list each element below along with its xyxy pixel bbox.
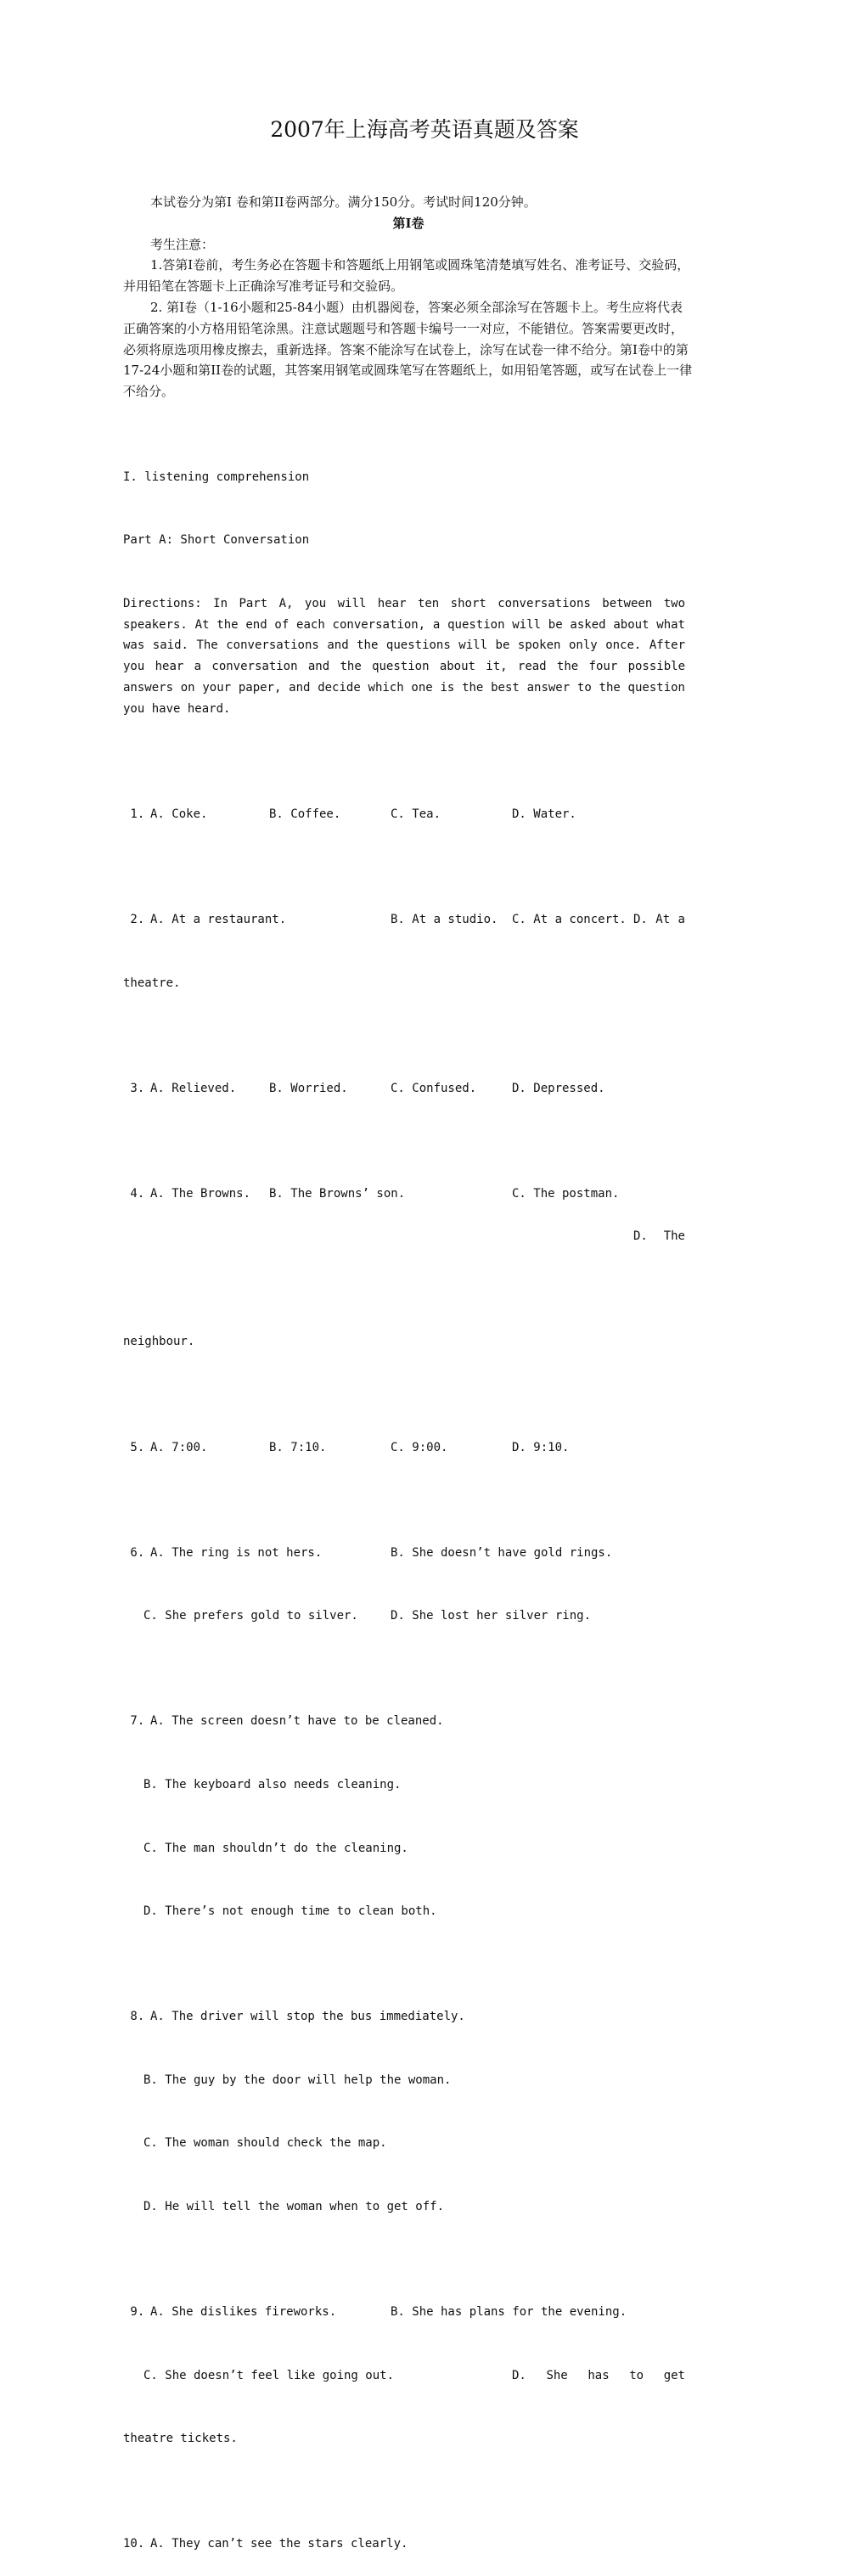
question-number: 8. (123, 2010, 152, 2024)
option-d-word: to (629, 2368, 644, 2382)
intro-text: 本试卷分为第I 卷和第II卷两部分。满分150分。考试时间120分钟。 (150, 194, 537, 210)
option-d (512, 2365, 685, 2387)
section-heading: 第I卷 (392, 215, 424, 231)
option-b: B. She has plans for the evening. (391, 2305, 627, 2320)
option-b: B. The Browns’ son. (269, 1187, 406, 1201)
question-6-row-2 (123, 1606, 685, 1627)
option-c: C. 9:00. (391, 1440, 448, 1454)
question-number: 4. (123, 1187, 152, 1201)
option-d: D. 9:10. (512, 1440, 570, 1454)
option-c: C. The man shouldn’t do the cleaning. (143, 1841, 408, 1855)
option-d: D. At a (633, 913, 685, 927)
option-a: A. She dislikes fireworks. (150, 2305, 337, 2320)
option-a: A. The screen doesn’t have to be cleaned. (150, 1714, 444, 1729)
option-b: B. The guy by the door will help the woman. (143, 2073, 452, 2087)
question-number: 2. (123, 913, 152, 927)
option-b: B. Coffee. (269, 807, 341, 822)
option-d-word: has (588, 2368, 610, 2382)
question-8 (123, 2006, 685, 2028)
question-number: 5. (123, 1440, 152, 1454)
option-d-word: The (663, 1229, 685, 1244)
question-number: 10. (123, 2537, 152, 2551)
question-number: 1. (123, 807, 152, 822)
option-d-continued: theatre. (123, 976, 181, 990)
question-number: 3. (123, 1082, 152, 1096)
question-7 (123, 1711, 685, 1732)
question-6 (123, 1543, 685, 1564)
listening-section (123, 425, 685, 2576)
option-c: C. At a concert. (512, 913, 627, 927)
option-b: B. 7:10. (269, 1440, 327, 1454)
option-c: C. She prefers gold to silver. (143, 1609, 358, 1623)
question-1 (123, 804, 685, 825)
question-number: 7. (123, 1714, 152, 1729)
part-a-heading: Part A: Short Conversation (123, 533, 310, 548)
option-a: A. They can’t see the stars clearly. (150, 2537, 408, 2551)
option-d-word: D. (512, 2368, 526, 2382)
notice-item-1: 1.答第I卷前，考生务必在答题卡和答题纸上用钢笔或圆珠笔清楚填写姓名、准考证号、交验码，并用铅笔在答题卡上正确涂写准考证号和交验码。 (123, 257, 690, 295)
option-d (633, 1184, 685, 1289)
option-d-letter: D. (633, 1229, 648, 1244)
option-d-continued: neighbour. (123, 1335, 195, 1349)
option-c: C. The postman. (512, 1187, 620, 1201)
option-a: A. The ring is not hers. (150, 1545, 323, 1560)
option-d-word: get (663, 2368, 685, 2382)
question-9 (123, 2302, 685, 2323)
question-5 (123, 1437, 685, 1459)
option-d-word: She (546, 2368, 568, 2382)
question-4 (123, 1184, 685, 1289)
option-d: D. He will tell the woman when to get off. (143, 2199, 445, 2213)
page-title: 2007年上海高考英语真题及答案 (270, 117, 579, 142)
question-9-row-2 (123, 2365, 685, 2387)
option-d-continued: theatre tickets. (123, 2432, 238, 2446)
question-number: 9. (123, 2305, 152, 2320)
exam-intro (123, 192, 694, 402)
option-c: C. Tea. (391, 807, 441, 822)
option-a: A. Relieved. (150, 1082, 237, 1096)
option-d: D. Water. (512, 807, 576, 822)
option-a: A. Coke. (150, 807, 208, 822)
question-10 (123, 2534, 685, 2555)
option-d: D. There’s not enough time to clean both. (143, 1904, 437, 1919)
option-b: B. The keyboard also needs cleaning. (143, 1778, 402, 1791)
option-a: A. The driver will stop the bus immediately. (150, 2010, 465, 2024)
option-a: A. The Browns. (150, 1187, 251, 1201)
option-c: C. Confused. (391, 1082, 477, 1096)
notice-label: 考生注意： (150, 236, 215, 252)
option-b: B. At a studio. (391, 913, 498, 927)
option-d: D. Depressed. (512, 1082, 605, 1096)
notice-item-2: 2. 第I卷（1-16小题和25-84小题）由机器阅卷，答案必须全部涂写在答题卡上。考生应将代表正确答案的小方格用铅笔涂黑。注意试题题号和答题卡编号一一对应，不能错位。答案需要更改时，必须将原选项用橡皮擦去，重新选择。答案不能涂写在试卷上，涂写在试卷一律不给分。第I卷中的第17-24小题和第II卷的试题，其答案用钢笔或圆珠笔写在答题纸上，如用铅笔答题，或写在试卷上一律不给分。 (123, 299, 693, 400)
option-b: B. She doesn’t have gold rings. (391, 1545, 613, 1560)
option-a: A. At a restaurant. (150, 913, 287, 927)
option-c: C. The woman should check the map. (143, 2136, 387, 2151)
option-b: B. Worried. (269, 1082, 348, 1096)
option-d: D. She lost her silver ring. (391, 1609, 592, 1623)
directions: Directions: In Part A, you will hear ten short conversations between two speakers. At the end of each conversation, a question will be asked about what was said. The conversations and the questions will be spoken only once. After you hear a conversation and the question about it, read the four possible answers on your paper, and decide which one is the best answer to the question you have heard. (123, 596, 685, 716)
option-c: C. She doesn’t feel like going out. (143, 2368, 395, 2382)
part-heading: I. listening comprehension (123, 470, 310, 484)
question-number: 6. (123, 1545, 152, 1560)
question-2 (123, 909, 685, 931)
option-a: A. 7:00. (150, 1440, 208, 1454)
question-3 (123, 1078, 685, 1100)
